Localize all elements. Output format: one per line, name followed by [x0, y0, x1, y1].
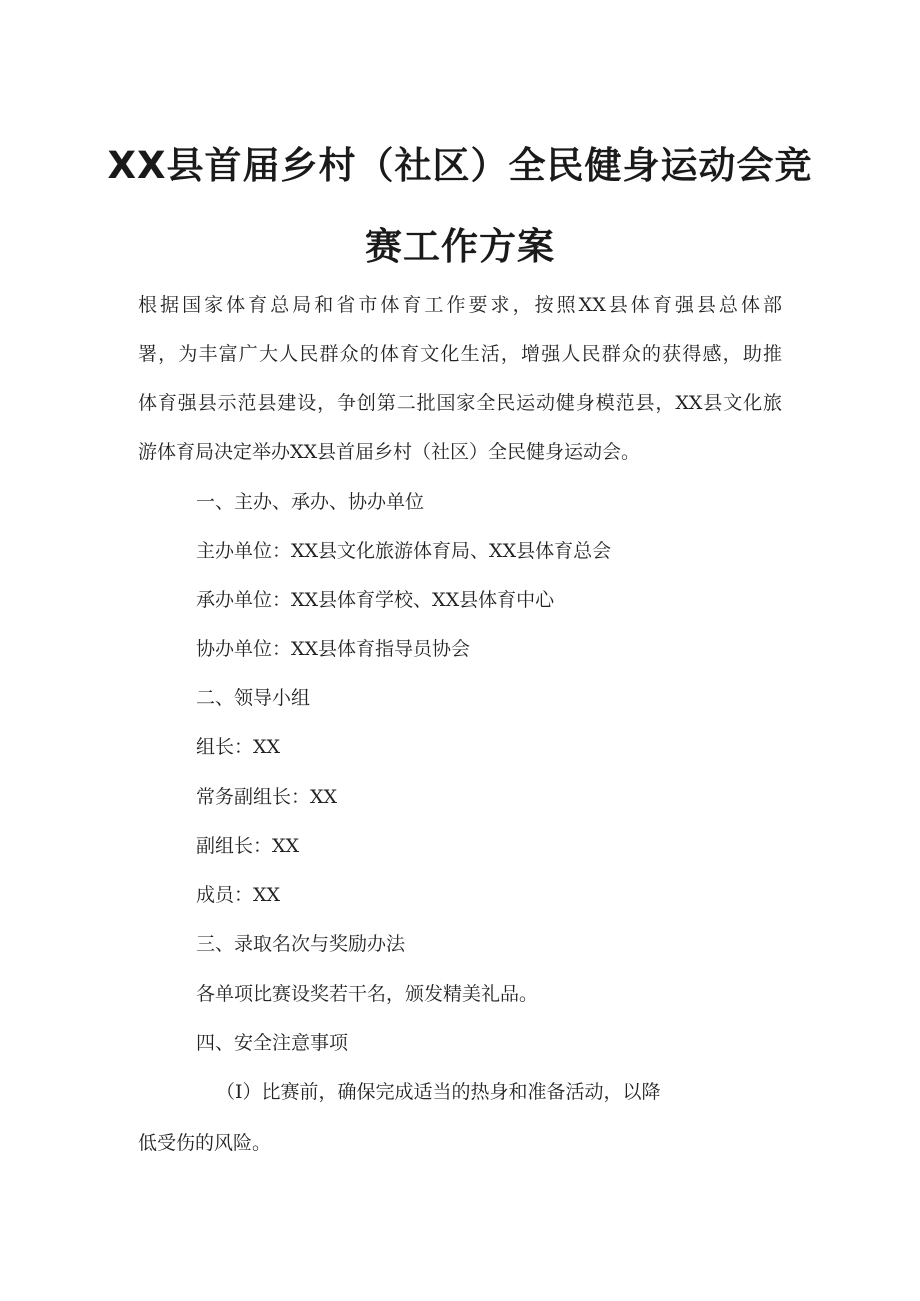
section-heading-safety: 四、安全注意事项 [196, 1032, 349, 1054]
document-title-line-1: XX县首届乡村（社区）全民健身运动会竞 [107, 144, 813, 187]
intro-line-3: 体育强县示范县建设，争创第二批国家全民运动健身模范县，XX县文化旅 [138, 392, 782, 414]
leader: 组长：XX [196, 736, 281, 758]
document-title-line-2: 赛工作方案 [365, 225, 555, 268]
section-heading-awards: 三、录取名次与奖励办法 [196, 933, 406, 955]
section-heading-organizers: 一、主办、承办、协办单位 [196, 491, 425, 513]
intro-line-2: 署，为丰富广大人民群众的体育文化生活，增强人民群众的获得感，助推 [138, 343, 782, 365]
awards-text: 各单项比赛设奖若干名，颁发精美礼品。 [196, 983, 539, 1005]
section-heading-leadership: 二、领导小组 [196, 687, 311, 709]
members: 成员：XX [196, 884, 281, 906]
organizer-unit: 承办单位：XX县体育学校、XX县体育中心 [196, 589, 555, 611]
intro-line-1: 根据国家体育总局和省市体育工作要求，按照XX县体育强县总体部 [138, 294, 782, 316]
deputy-leader: 副组长：XX [196, 835, 300, 857]
safety-item-1-line-1: （I）比赛前，确保完成适当的热身和准备活动，以降 [216, 1081, 661, 1103]
co-organizer-unit: 协办单位：XX县体育指导员协会 [196, 638, 471, 660]
host-unit: 主办单位：XX县文化旅游体育局、XX县体育总会 [196, 540, 612, 562]
executive-deputy-leader: 常务副组长：XX [196, 786, 338, 808]
safety-item-1-line-2: 低受伤的风险。 [138, 1132, 272, 1154]
intro-line-4: 游体育局决定举办XX县首届乡村（社区）全民健身运动会。 [138, 441, 641, 463]
